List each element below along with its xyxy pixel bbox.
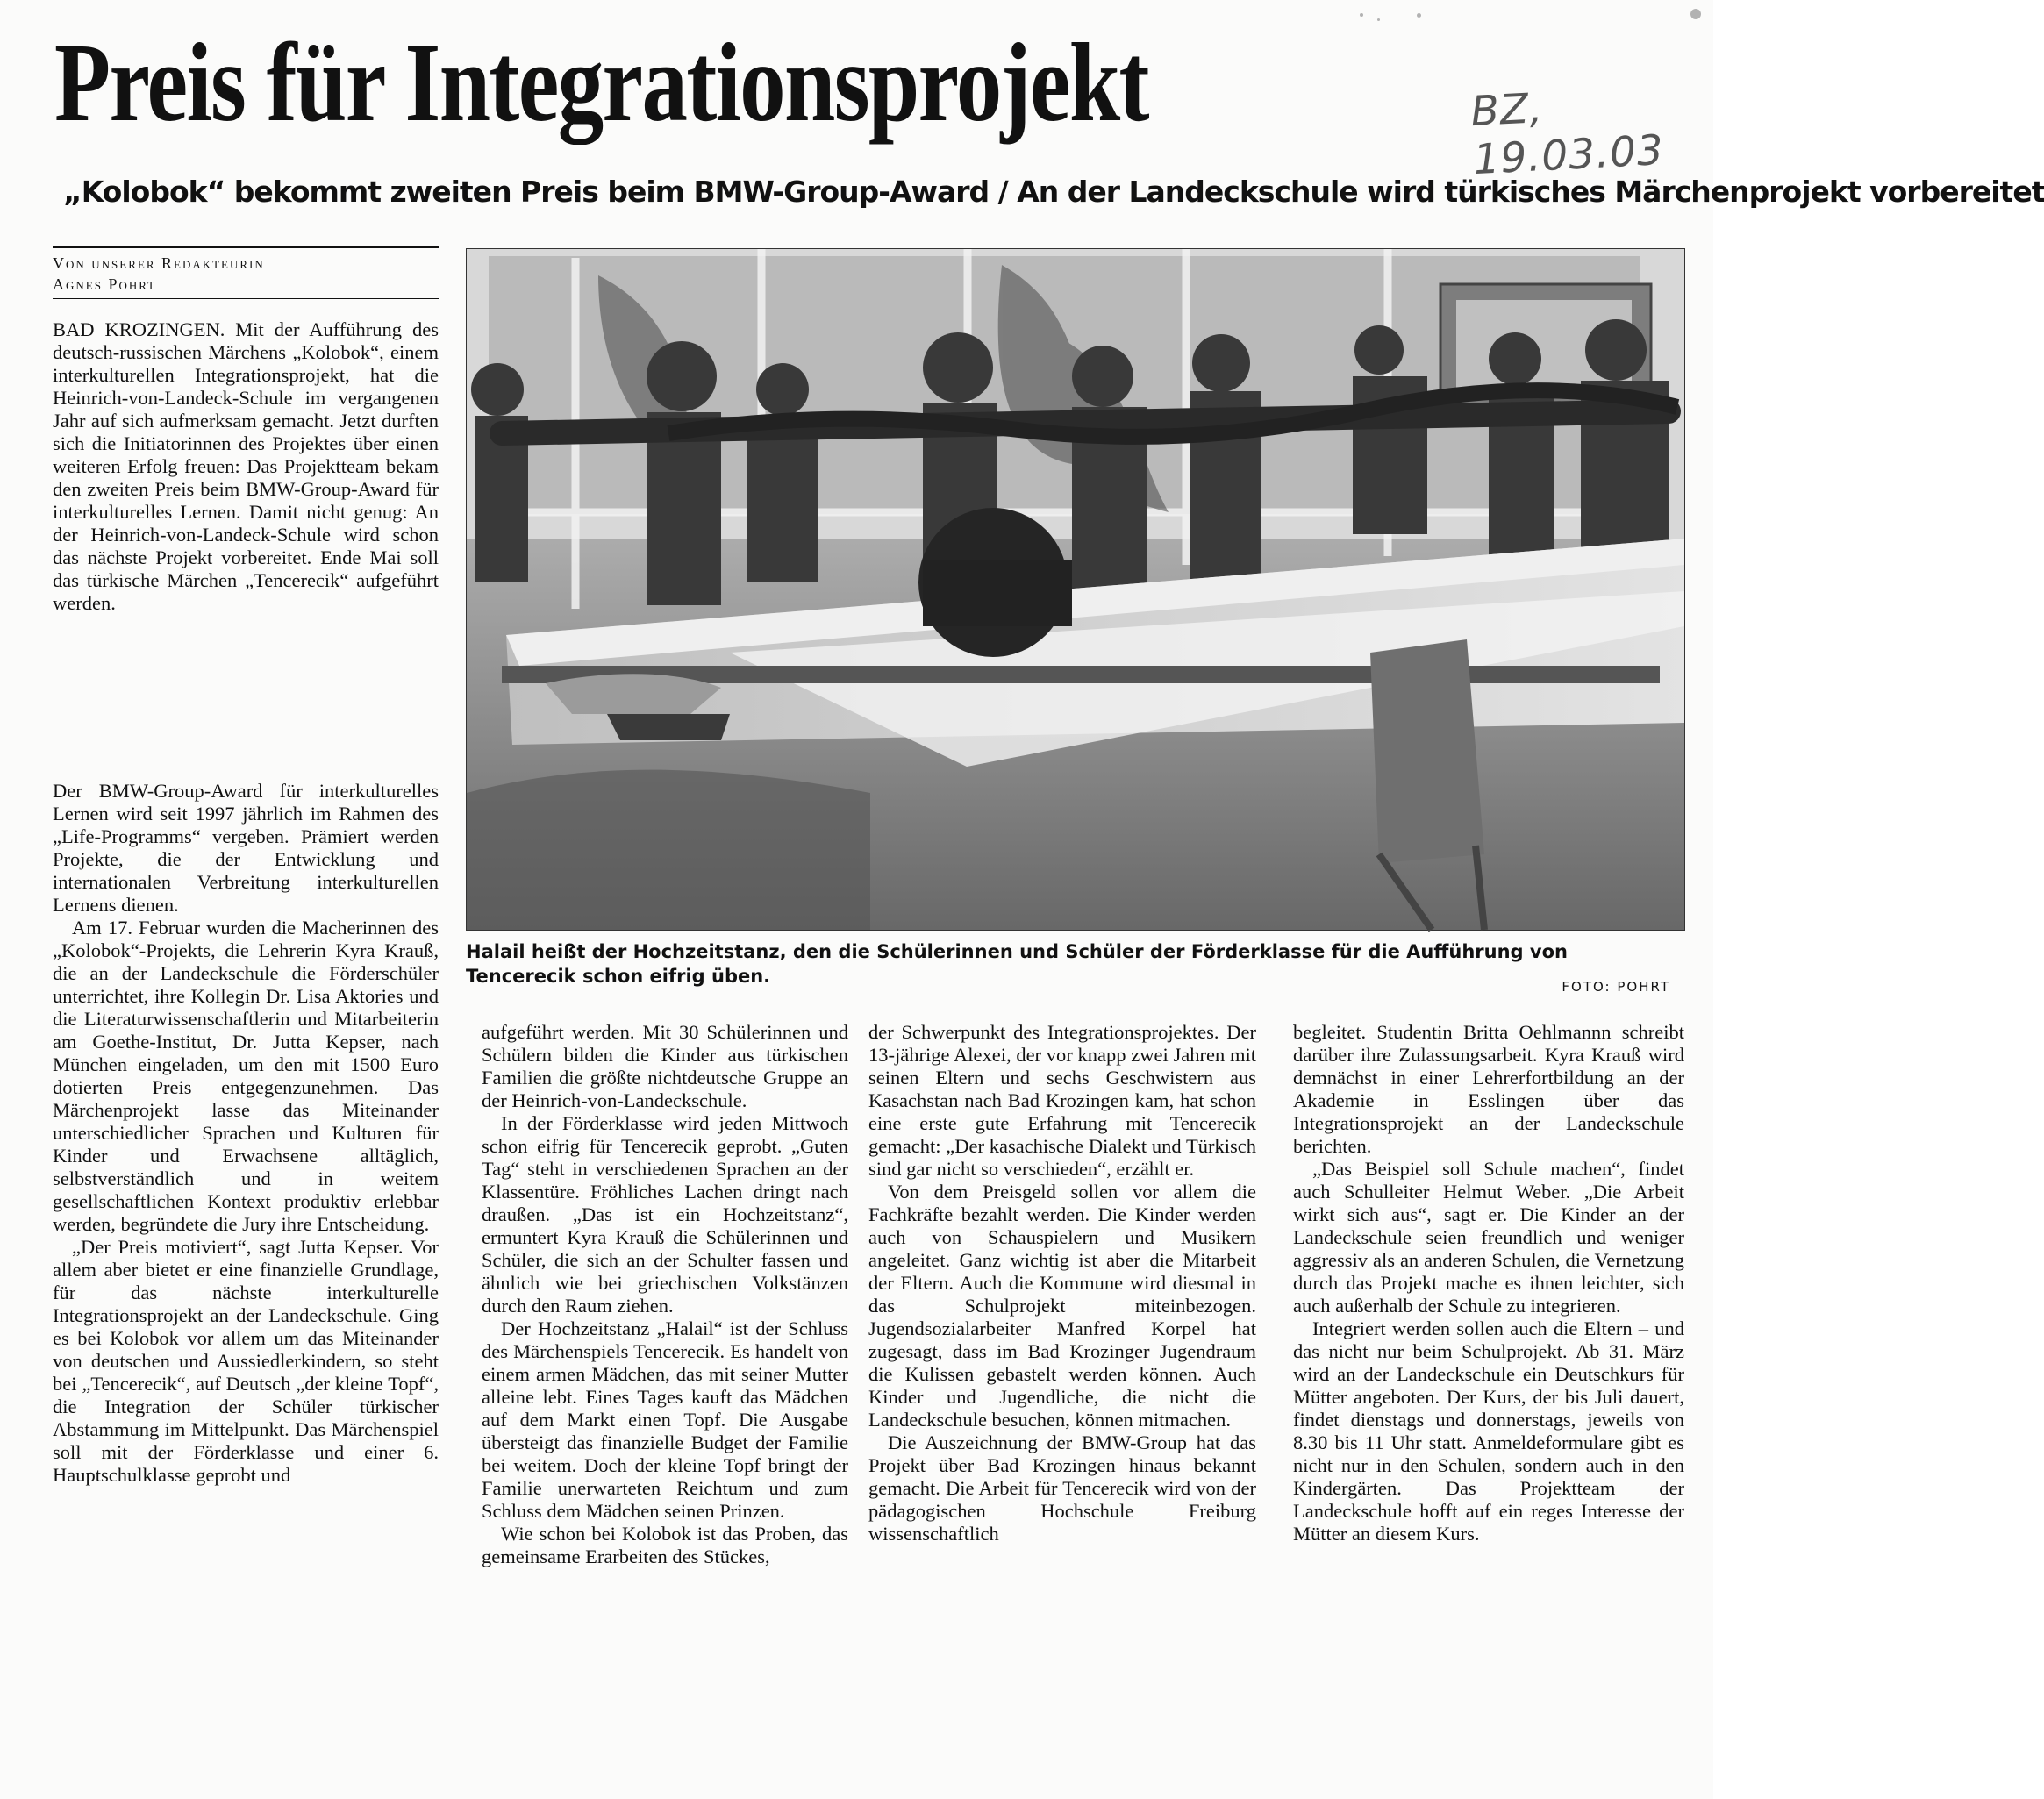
left-paragraph-1: Der BMW-Group-Award für interkulturelles Lernen wird seit 1997 jährlich im Rahmen des „Life-Programms“ vergeben. Prämiert werden Projekte, die der Entwicklung und internationalen Verbreitung interkulturellen Lernens dienen. <box>53 780 439 916</box>
scan-speck <box>1690 9 1701 19</box>
article-headline: Preis für Integrationsprojekt <box>54 20 1148 145</box>
author-byline <box>53 253 439 299</box>
middle-2-paragraph-1: der Schwerpunkt des Integrationsprojektes. Der 13-jährige Alexei, der vor knapp zwei Jahren mit seinen Eltern und sechs Geschwistern aus Kasachstan nach Bad Krozingen kam, hat schon eine erste gute Erfahrung mit Tencerecik gemacht: „Der kasachische Dialekt und Türkisch sind gar nicht so verschieden“, erzählt er. <box>868 1021 1256 1180</box>
middle-1-paragraph-1: aufgeführt werden. Mit 30 Schülerinnen und Schülern bilden die Kinder aus türkischen Familien die größte nichtdeutsche Gruppe an der Heinrich-von-Landeckschule. <box>482 1021 848 1111</box>
byline-role: Von unserer Redakteurin <box>53 254 265 272</box>
scan-speck <box>1417 13 1421 18</box>
scan-speck <box>1377 18 1380 21</box>
handwritten-date-note: BZ, 19.03.03 <box>1469 83 1666 185</box>
scan-speck <box>1360 13 1363 17</box>
article-right-column <box>1293 1021 1684 1775</box>
photo-credit: FOTO: POHRT <box>1562 979 1670 995</box>
middle-2-paragraph-2: Von dem Preisgeld sollen vor allem die Fachkräfte bezahlt werden. Die Kinder werden auch von Schauspielern und Musikern angeleitet. Ganz wichtig ist aber die Mitarbeit der Eltern. Auch die Kommune wird diesmal in das Schulprojekt miteinbezogen. Jugendsozialarbeiter Manfred Korpel hat zugesagt, dass im Bad Krozinger Jugendraum die Kulissen gebastelt werden können. Auch Kinder und Jugendliche, die nicht die Landeckschule besuchen, können mitmachen. <box>868 1181 1256 1431</box>
article-left-body-column <box>53 780 439 1780</box>
article-lead-paragraph: BAD KROZINGEN. Mit der Aufführung des deutsch-russischen Märchens „Kolobok“, einem interkulturellen Integrationsprojekt, hat die Heinrich-von-Landeck-Schule im vergangenen Jahr auf sich aufmerksam gemacht. Jetzt durften sich die Initiatorinnen des Projektes über einen weiteren Erfolg freuen: Das Projektteam bekam den zweiten Preis beim BMW-Group-Award für interkulturelles Lernen. Damit nicht genug: An der Heinrich-von-Landeck-Schule wird schon das nächste Projekt vorbereitet. Ende Mai soll das türkische Märchen „Tencerecik“ aufgeführt werden. <box>53 318 439 614</box>
middle-2-paragraph-3: Die Auszeichnung der BMW-Group hat das Projekt über Bad Krozingen hinaus bekannt gemacht. Die Arbeit für Tencerecik wird von der pädagogischen Hochschule Freiburg wissenschaftlich <box>868 1431 1256 1545</box>
byline-top-rule <box>53 246 439 248</box>
article-lead-column <box>53 318 439 748</box>
middle-1-paragraph-3: Der Hochzeitstanz „Halail“ ist der Schluss des Märchenspiels Tencerecik. Es handelt von einem armen Mädchen, das mit seiner Mutter alleine lebt. Eines Tages kauft das Mädchen auf dem Markt einen Topf. Die Ausgabe übersteigt das finanzielle Budget der Familie bei weitem. Doch der kleine Topf bringt der Familie unerwarteten Reichtum und zum Schluss dem Mädchen seinen Prinzen. <box>482 1317 848 1522</box>
right-paragraph-3: Integriert werden sollen auch die Eltern – und das nicht nur beim Schulprojekt. Ab 31. März wird an der Landeckschule ein Deutschkurs für Mütter angeboten. Der Kurs, der bis Juli dauert, findet dienstags und donnerstags, jeweils von 8.30 bis 11 Uhr statt. Anmeldeformulare gibt es nicht nur in den Schulen, sondern auch in den Kindergärten. Das Projektteam der Landeckschule hofft auf ein reges Interesse der Mütter an diesem Kurs. <box>1293 1317 1684 1545</box>
article-middle-column-1 <box>482 1021 848 1775</box>
right-paragraph-1: begleitet. Studentin Britta Oehlmannn schreibt darüber ihre Zulassungsarbeit. Kyra Krauß wird demnächst in einer Lehrerfortbildung an der Akademie in Esslingen über das Integrationsprojekt an der Landeckschule berichten. <box>1293 1021 1684 1157</box>
article-middle-column-2 <box>868 1021 1256 1775</box>
photo-caption: Halail heißt der Hochzeitstanz, den die Schülerinnen und Schüler der Förderklasse für die Aufführung von Tencerecik schon eifrig üben. <box>466 941 1568 987</box>
left-paragraph-3: „Der Preis motiviert“, sagt Jutta Kepser. Vor allem aber bietet er eine finanzielle Grundlage, für das nächste interkulturelle Integrationsprojekt an der Landeckschule. Ging es bei Kolobok vor allem um das Miteinander von deutschen und Aussiedlerkindern, so steht bei „Tencerecik“, auf Deutsch „der kleine Topf“, die Integration der Schüler türkischer Abstammung im Mittelpunkt. Das Märchenspiel soll mit der Förderklasse und einer 6. Hauptschulklasse geprobt und <box>53 1236 439 1486</box>
article-subheadline: „Kolobok“ bekommt zweiten Preis beim BMW-Group-Award / An der Landeckschule wird türkisches Märchenprojekt vorbereitet <box>63 175 2044 209</box>
middle-1-paragraph-2: In der Förderklasse wird jeden Mittwoch schon eifrig für Tencerecik geprobt. „Guten Tag“ steht in verschiedenen Sprachen an der Klassentüre. Fröhliches Lachen dringt nach draußen. „Das ist ein Hochzeitstanz“, ermuntert Kyra Krauß die Schülerinnen und Schüler, die sich an der Schulter fassen und ähnlich wie bei griechischen Volkstänzen durch den Raum ziehen. <box>482 1112 848 1317</box>
middle-1-paragraph-4: Wie schon bei Kolobok ist das Proben, das gemeinsame Erarbeiten des Stückes, <box>482 1523 848 1567</box>
newspaper-photo-dancing-students-icon <box>467 249 1684 930</box>
left-paragraph-2: Am 17. Februar wurden die Macherinnen des „Kolobok“-Projekts, die Lehrerin Kyra Krauß, die an der Landeckschule die Förderschüler unterrichtet, ihre Kollegin Dr. Lisa Aktories und die Literaturwissenschaftlerin und Mitarbeiterin am Goethe-Institut, Dr. Jutta Kepser, nach München eingeladen, um den mit 1500 Euro dotierten Preis entgegenzunehmen. Das Märchenprojekt lasse das Miteinander unterschiedlicher Sprachen und Kulturen für Kinder und Erwachsene alltäglich, selbstverständlich und in weitem gesellschaftlichen Kontext produktiv erlebbar werden, begründete die Jury ihre Entscheidung. <box>53 917 439 1235</box>
article-photo <box>466 248 1685 931</box>
right-paragraph-2: „Das Beispiel soll Schule machen“, findet auch Schulleiter Helmut Weber. „Die Arbeit wirkt sich aus“, sagt er. Die Kinder an der Landeckschule seien freundlich und weniger aggressiv als an anderen Schulen, die Vernetzung durch das Projekt mache es ihnen leichter, sich auch außerhalb der Schule zu integrieren. <box>1293 1158 1684 1317</box>
byline-author: Agnes Pohrt <box>53 275 157 293</box>
